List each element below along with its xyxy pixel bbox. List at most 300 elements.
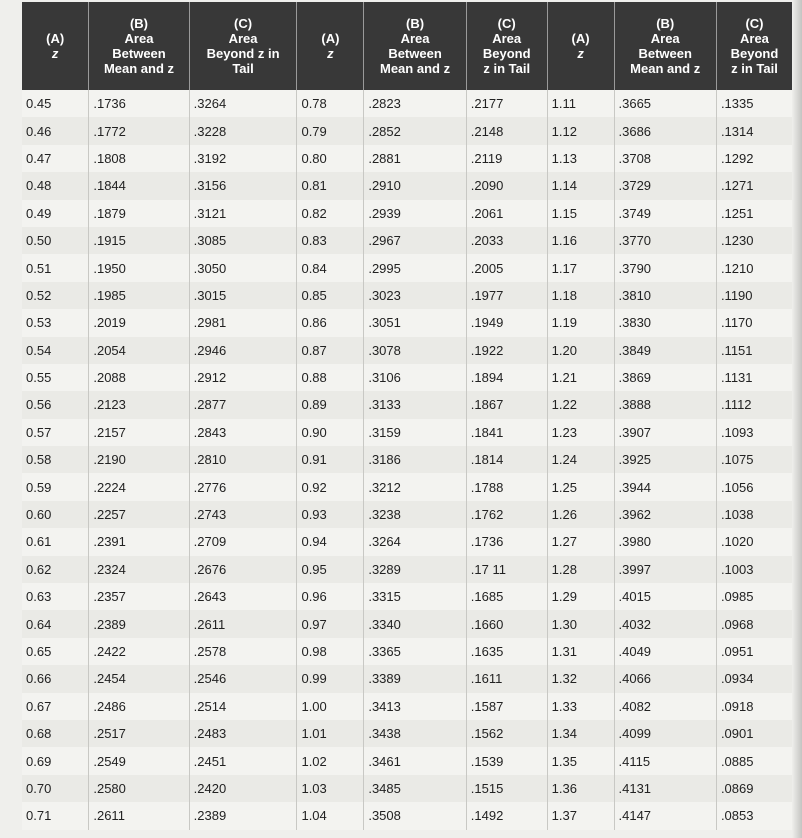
header-label: Area xyxy=(124,31,154,46)
z-value-cell: 0.62 xyxy=(22,556,89,583)
z-value-cell: 0.59 xyxy=(22,473,89,500)
area-mean-to-z-cell: .3485 xyxy=(364,775,466,802)
header-label: Between xyxy=(388,46,442,61)
z-value-cell: 0.87 xyxy=(297,337,364,364)
z-value-cell: 0.49 xyxy=(22,200,89,227)
z-value-cell: 1.32 xyxy=(547,665,614,692)
page-edge-shadow xyxy=(792,0,802,838)
header-label: (C) xyxy=(745,16,764,31)
z-value-cell: 0.68 xyxy=(22,720,89,747)
header-label: Tail xyxy=(232,61,254,76)
z-value-cell: 1.24 xyxy=(547,446,614,473)
area-mean-to-z-cell: .3508 xyxy=(364,802,466,829)
area-mean-to-z-cell: .2123 xyxy=(89,391,189,418)
area-beyond-z-cell: .2578 xyxy=(189,638,297,665)
z-value-cell: 1.36 xyxy=(547,775,614,802)
area-mean-to-z-cell: .2391 xyxy=(89,528,189,555)
table-row xyxy=(22,775,792,802)
area-mean-to-z-cell: .3686 xyxy=(614,117,716,144)
z-table xyxy=(22,2,792,830)
area-mean-to-z-cell: .1985 xyxy=(89,282,189,309)
area-mean-to-z-cell: .2517 xyxy=(89,720,189,747)
area-mean-to-z-cell: .2324 xyxy=(89,556,189,583)
area-beyond-z-cell: .0934 xyxy=(716,665,792,692)
table-row xyxy=(22,364,792,391)
area-beyond-z-cell: .1335 xyxy=(716,90,792,117)
header-label: (B) xyxy=(656,16,675,31)
header-label: (A) xyxy=(321,31,340,46)
z-value-cell: 1.23 xyxy=(547,419,614,446)
area-beyond-z-cell: .3264 xyxy=(189,90,297,117)
area-beyond-z-cell: .0951 xyxy=(716,638,792,665)
area-beyond-z-cell: .2946 xyxy=(189,337,297,364)
area-beyond-z-cell: .0901 xyxy=(716,720,792,747)
area-mean-to-z-cell: .3159 xyxy=(364,419,466,446)
area-beyond-z-cell: .1515 xyxy=(466,775,547,802)
area-beyond-z-cell: .1867 xyxy=(466,391,547,418)
z-value-cell: 0.71 xyxy=(22,802,89,829)
area-beyond-z-cell: .1292 xyxy=(716,145,792,172)
area-beyond-z-cell: .3156 xyxy=(189,172,297,199)
area-beyond-z-cell: .1788 xyxy=(466,473,547,500)
table-row xyxy=(22,638,792,665)
z-value-cell: 0.84 xyxy=(297,254,364,281)
area-beyond-z-cell: .2843 xyxy=(189,419,297,446)
area-mean-to-z-cell: .4147 xyxy=(614,802,716,829)
area-beyond-z-cell: .1210 xyxy=(716,254,792,281)
area-beyond-z-cell: .1736 xyxy=(466,528,547,555)
header-label: (B) xyxy=(129,16,149,31)
area-beyond-z-cell: .1056 xyxy=(716,473,792,500)
area-mean-to-z-cell: .2224 xyxy=(89,473,189,500)
area-beyond-z-cell: .3228 xyxy=(189,117,297,144)
table-row xyxy=(22,473,792,500)
table-row xyxy=(22,172,792,199)
area-beyond-z-cell: .2090 xyxy=(466,172,547,199)
area-mean-to-z-cell: .3849 xyxy=(614,337,716,364)
area-mean-to-z-cell: .3810 xyxy=(614,282,716,309)
area-mean-to-z-cell: .2823 xyxy=(364,90,466,117)
z-value-cell: 1.00 xyxy=(297,693,364,720)
area-mean-to-z-cell: .3980 xyxy=(614,528,716,555)
area-beyond-z-cell: .1977 xyxy=(466,282,547,309)
area-mean-to-z-cell: .3413 xyxy=(364,693,466,720)
area-mean-to-z-cell: .2939 xyxy=(364,200,466,227)
area-mean-to-z-cell: .2190 xyxy=(89,446,189,473)
area-beyond-z-cell: .1894 xyxy=(466,364,547,391)
area-beyond-z-cell: .1762 xyxy=(466,501,547,528)
header-label: Area xyxy=(740,31,769,46)
z-value-cell: 0.98 xyxy=(297,638,364,665)
area-mean-to-z-cell: .3869 xyxy=(614,364,716,391)
area-mean-to-z-cell: .3461 xyxy=(364,747,466,774)
area-beyond-z-cell: .1112 xyxy=(716,391,792,418)
area-mean-to-z-cell: .4099 xyxy=(614,720,716,747)
area-beyond-z-cell: .2810 xyxy=(189,446,297,473)
area-beyond-z-cell: .1020 xyxy=(716,528,792,555)
z-value-cell: 0.55 xyxy=(22,364,89,391)
table-row xyxy=(22,117,792,144)
area-beyond-z-cell: .0968 xyxy=(716,610,792,637)
header-a-2 xyxy=(297,2,364,90)
z-value-cell: 1.04 xyxy=(297,802,364,829)
z-value-cell: 0.61 xyxy=(22,528,89,555)
z-value-cell: 0.99 xyxy=(297,665,364,692)
area-beyond-z-cell: .1922 xyxy=(466,337,547,364)
header-label: (C) xyxy=(234,16,253,31)
header-label: z in Tail xyxy=(483,61,531,76)
area-mean-to-z-cell: .1808 xyxy=(89,145,189,172)
header-label: Beyond xyxy=(730,46,779,61)
header-label: Mean and z xyxy=(103,61,175,76)
area-mean-to-z-cell: .3289 xyxy=(364,556,466,583)
z-value-cell: 0.82 xyxy=(297,200,364,227)
z-value-cell: 0.64 xyxy=(22,610,89,637)
area-beyond-z-cell: .2676 xyxy=(189,556,297,583)
header-label: Area xyxy=(228,31,258,46)
z-value-cell: 0.90 xyxy=(297,419,364,446)
area-beyond-z-cell: .1190 xyxy=(716,282,792,309)
area-beyond-z-cell: .2033 xyxy=(466,227,547,254)
area-mean-to-z-cell: .2486 xyxy=(89,693,189,720)
z-value-cell: 1.34 xyxy=(547,720,614,747)
z-value-cell: 1.31 xyxy=(547,638,614,665)
z-value-cell: 1.37 xyxy=(547,802,614,829)
area-beyond-z-cell: .1611 xyxy=(466,665,547,692)
header-label: (B) xyxy=(406,16,425,31)
area-mean-to-z-cell: .3365 xyxy=(364,638,466,665)
area-mean-to-z-cell: .1844 xyxy=(89,172,189,199)
table-row xyxy=(22,337,792,364)
z-value-cell: 0.93 xyxy=(297,501,364,528)
z-value-cell: 0.79 xyxy=(297,117,364,144)
z-value-cell: 1.30 xyxy=(547,610,614,637)
area-mean-to-z-cell: .4015 xyxy=(614,583,716,610)
table-row xyxy=(22,90,792,117)
table-row xyxy=(22,747,792,774)
area-beyond-z-cell: .2877 xyxy=(189,391,297,418)
z-value-cell: 0.69 xyxy=(22,747,89,774)
area-beyond-z-cell: .2148 xyxy=(466,117,547,144)
z-value-cell: 0.45 xyxy=(22,90,89,117)
area-mean-to-z-cell: .3907 xyxy=(614,419,716,446)
area-beyond-z-cell: .2005 xyxy=(466,254,547,281)
z-value-cell: 0.56 xyxy=(22,391,89,418)
area-beyond-z-cell: .1170 xyxy=(716,309,792,336)
area-mean-to-z-cell: .4049 xyxy=(614,638,716,665)
area-beyond-z-cell: .2776 xyxy=(189,473,297,500)
area-mean-to-z-cell: .4066 xyxy=(614,665,716,692)
z-value-cell: 0.51 xyxy=(22,254,89,281)
area-beyond-z-cell: .1131 xyxy=(716,364,792,391)
header-b-3 xyxy=(614,2,716,90)
area-mean-to-z-cell: .2852 xyxy=(364,117,466,144)
area-mean-to-z-cell: .2549 xyxy=(89,747,189,774)
area-beyond-z-cell: .1271 xyxy=(716,172,792,199)
header-c-1 xyxy=(189,2,297,90)
z-value-cell: 0.65 xyxy=(22,638,89,665)
area-beyond-z-cell: .0853 xyxy=(716,802,792,829)
area-beyond-z-cell: .1230 xyxy=(716,227,792,254)
area-mean-to-z-cell: .2910 xyxy=(364,172,466,199)
area-mean-to-z-cell: .3106 xyxy=(364,364,466,391)
z-value-cell: 0.94 xyxy=(297,528,364,555)
z-value-cell: 1.27 xyxy=(547,528,614,555)
area-beyond-z-cell: .1685 xyxy=(466,583,547,610)
table-row xyxy=(22,802,792,829)
header-a-3 xyxy=(547,2,614,90)
z-value-cell: 1.12 xyxy=(547,117,614,144)
header-label: z xyxy=(327,46,334,61)
area-beyond-z-cell: .3050 xyxy=(189,254,297,281)
area-beyond-z-cell: .1949 xyxy=(466,309,547,336)
area-beyond-z-cell: .2514 xyxy=(189,693,297,720)
area-mean-to-z-cell: .1736 xyxy=(89,90,189,117)
z-value-cell: 1.21 xyxy=(547,364,614,391)
area-mean-to-z-cell: .2611 xyxy=(89,802,189,829)
z-value-cell: 0.70 xyxy=(22,775,89,802)
z-value-cell: 1.26 xyxy=(547,501,614,528)
header-label: Area xyxy=(492,31,522,46)
table-row xyxy=(22,282,792,309)
area-beyond-z-cell: .2709 xyxy=(189,528,297,555)
area-mean-to-z-cell: .2881 xyxy=(364,145,466,172)
header-label: z in Tail xyxy=(731,61,778,76)
header-label: Area xyxy=(400,31,430,46)
area-mean-to-z-cell: .3888 xyxy=(614,391,716,418)
area-beyond-z-cell: .1492 xyxy=(466,802,547,829)
area-mean-to-z-cell: .2454 xyxy=(89,665,189,692)
area-beyond-z-cell: .0918 xyxy=(716,693,792,720)
area-mean-to-z-cell: .4032 xyxy=(614,610,716,637)
header-label: (A) xyxy=(46,31,65,46)
area-mean-to-z-cell: .3925 xyxy=(614,446,716,473)
z-value-cell: 0.53 xyxy=(22,309,89,336)
z-value-cell: 0.91 xyxy=(297,446,364,473)
header-row xyxy=(22,2,792,90)
table-row xyxy=(22,501,792,528)
z-value-cell: 1.13 xyxy=(547,145,614,172)
area-beyond-z-cell: .3121 xyxy=(189,200,297,227)
area-beyond-z-cell: .2611 xyxy=(189,610,297,637)
table-row xyxy=(22,665,792,692)
z-value-cell: 0.89 xyxy=(297,391,364,418)
area-mean-to-z-cell: .3729 xyxy=(614,172,716,199)
area-beyond-z-cell: .3085 xyxy=(189,227,297,254)
area-beyond-z-cell: .0985 xyxy=(716,583,792,610)
area-beyond-z-cell: .1562 xyxy=(466,720,547,747)
header-label: Beyond xyxy=(482,46,531,61)
area-mean-to-z-cell: .2357 xyxy=(89,583,189,610)
area-beyond-z-cell: .1314 xyxy=(716,117,792,144)
z-value-cell: 0.92 xyxy=(297,473,364,500)
z-value-cell: 1.33 xyxy=(547,693,614,720)
table-row xyxy=(22,528,792,555)
header-c-3 xyxy=(716,2,792,90)
header-b-1 xyxy=(89,2,189,90)
area-beyond-z-cell: .1075 xyxy=(716,446,792,473)
area-mean-to-z-cell: .3438 xyxy=(364,720,466,747)
z-value-cell: 0.97 xyxy=(297,610,364,637)
table-row xyxy=(22,419,792,446)
z-value-cell: 0.78 xyxy=(297,90,364,117)
header-b-2 xyxy=(364,2,466,90)
area-mean-to-z-cell: .1772 xyxy=(89,117,189,144)
area-beyond-z-cell: .1539 xyxy=(466,747,547,774)
table-row xyxy=(22,556,792,583)
area-mean-to-z-cell: .3212 xyxy=(364,473,466,500)
area-mean-to-z-cell: .2967 xyxy=(364,227,466,254)
z-value-cell: 1.35 xyxy=(547,747,614,774)
area-mean-to-z-cell: .2157 xyxy=(89,419,189,446)
z-value-cell: 0.63 xyxy=(22,583,89,610)
z-value-cell: 1.15 xyxy=(547,200,614,227)
area-mean-to-z-cell: .3315 xyxy=(364,583,466,610)
z-value-cell: 1.17 xyxy=(547,254,614,281)
area-beyond-z-cell: .1093 xyxy=(716,419,792,446)
area-mean-to-z-cell: .2580 xyxy=(89,775,189,802)
area-mean-to-z-cell: .3340 xyxy=(364,610,466,637)
z-value-cell: 0.81 xyxy=(297,172,364,199)
z-value-cell: 1.22 xyxy=(547,391,614,418)
area-beyond-z-cell: .2177 xyxy=(466,90,547,117)
z-value-cell: 0.86 xyxy=(297,309,364,336)
area-mean-to-z-cell: .3665 xyxy=(614,90,716,117)
area-beyond-z-cell: .3192 xyxy=(189,145,297,172)
area-mean-to-z-cell: .4082 xyxy=(614,693,716,720)
z-value-cell: 1.01 xyxy=(297,720,364,747)
z-value-cell: 1.14 xyxy=(547,172,614,199)
table-row xyxy=(22,720,792,747)
area-beyond-z-cell: .1038 xyxy=(716,501,792,528)
area-mean-to-z-cell: .3830 xyxy=(614,309,716,336)
area-beyond-z-cell: .2061 xyxy=(466,200,547,227)
area-beyond-z-cell: .2389 xyxy=(189,802,297,829)
z-value-cell: 0.58 xyxy=(22,446,89,473)
area-mean-to-z-cell: .3264 xyxy=(364,528,466,555)
z-value-cell: 0.57 xyxy=(22,419,89,446)
z-value-cell: 1.20 xyxy=(547,337,614,364)
z-value-cell: 1.28 xyxy=(547,556,614,583)
header-label: Mean and z xyxy=(380,61,451,76)
z-value-cell: 1.29 xyxy=(547,583,614,610)
header-c-2 xyxy=(466,2,547,90)
area-beyond-z-cell: .2119 xyxy=(466,145,547,172)
z-value-cell: 0.50 xyxy=(22,227,89,254)
area-beyond-z-cell: .1003 xyxy=(716,556,792,583)
z-value-cell: 1.11 xyxy=(547,90,614,117)
area-mean-to-z-cell: .2257 xyxy=(89,501,189,528)
z-value-cell: 0.54 xyxy=(22,337,89,364)
area-beyond-z-cell: .2546 xyxy=(189,665,297,692)
area-mean-to-z-cell: .2422 xyxy=(89,638,189,665)
area-mean-to-z-cell: .2088 xyxy=(89,364,189,391)
z-value-cell: 0.67 xyxy=(22,693,89,720)
area-mean-to-z-cell: .2995 xyxy=(364,254,466,281)
area-beyond-z-cell: .1814 xyxy=(466,446,547,473)
table-row xyxy=(22,309,792,336)
area-beyond-z-cell: .2483 xyxy=(189,720,297,747)
area-mean-to-z-cell: .1915 xyxy=(89,227,189,254)
header-label: z xyxy=(51,46,59,61)
area-mean-to-z-cell: .2019 xyxy=(89,309,189,336)
area-mean-to-z-cell: .4115 xyxy=(614,747,716,774)
z-value-cell: 0.88 xyxy=(297,364,364,391)
area-beyond-z-cell: .17 11 xyxy=(466,556,547,583)
area-beyond-z-cell: .1251 xyxy=(716,200,792,227)
area-mean-to-z-cell: .3186 xyxy=(364,446,466,473)
z-value-cell: 1.03 xyxy=(297,775,364,802)
z-value-cell: 1.02 xyxy=(297,747,364,774)
header-a-1 xyxy=(22,2,89,90)
area-beyond-z-cell: .1635 xyxy=(466,638,547,665)
header-label: (C) xyxy=(497,16,516,31)
area-mean-to-z-cell: .3790 xyxy=(614,254,716,281)
area-beyond-z-cell: .0869 xyxy=(716,775,792,802)
header-label: Mean and z xyxy=(630,61,701,76)
header-label: Between xyxy=(638,46,692,61)
z-value-cell: 0.60 xyxy=(22,501,89,528)
header-label: z xyxy=(577,46,584,61)
z-value-cell: 0.96 xyxy=(297,583,364,610)
z-value-cell: 1.16 xyxy=(547,227,614,254)
area-beyond-z-cell: .2912 xyxy=(189,364,297,391)
table-row xyxy=(22,693,792,720)
table-row xyxy=(22,391,792,418)
header-label: (A) xyxy=(571,31,590,46)
z-value-cell: 0.95 xyxy=(297,556,364,583)
table-row xyxy=(22,200,792,227)
area-mean-to-z-cell: .3078 xyxy=(364,337,466,364)
z-value-cell: 0.83 xyxy=(297,227,364,254)
area-mean-to-z-cell: .3749 xyxy=(614,200,716,227)
header-label: Area xyxy=(650,31,680,46)
area-beyond-z-cell: .1587 xyxy=(466,693,547,720)
area-mean-to-z-cell: .3962 xyxy=(614,501,716,528)
z-value-cell: 0.85 xyxy=(297,282,364,309)
area-mean-to-z-cell: .3770 xyxy=(614,227,716,254)
area-mean-to-z-cell: .3238 xyxy=(364,501,466,528)
area-beyond-z-cell: .2420 xyxy=(189,775,297,802)
table-row xyxy=(22,145,792,172)
z-value-cell: 0.80 xyxy=(297,145,364,172)
area-mean-to-z-cell: .1879 xyxy=(89,200,189,227)
area-beyond-z-cell: .3015 xyxy=(189,282,297,309)
area-mean-to-z-cell: .3944 xyxy=(614,473,716,500)
table-body xyxy=(22,90,792,830)
area-mean-to-z-cell: .3708 xyxy=(614,145,716,172)
table-row xyxy=(22,446,792,473)
area-mean-to-z-cell: .3133 xyxy=(364,391,466,418)
area-beyond-z-cell: .2981 xyxy=(189,309,297,336)
area-mean-to-z-cell: .4131 xyxy=(614,775,716,802)
area-mean-to-z-cell: .2054 xyxy=(89,337,189,364)
z-value-cell: 1.25 xyxy=(547,473,614,500)
z-value-cell: 0.48 xyxy=(22,172,89,199)
area-beyond-z-cell: .2743 xyxy=(189,501,297,528)
area-beyond-z-cell: .2643 xyxy=(189,583,297,610)
table-row xyxy=(22,610,792,637)
header-label: Between xyxy=(112,46,166,61)
area-beyond-z-cell: .0885 xyxy=(716,747,792,774)
area-beyond-z-cell: .1151 xyxy=(716,337,792,364)
z-value-cell: 0.52 xyxy=(22,282,89,309)
z-value-cell: 0.66 xyxy=(22,665,89,692)
area-mean-to-z-cell: .1950 xyxy=(89,254,189,281)
area-mean-to-z-cell: .2389 xyxy=(89,610,189,637)
z-value-cell: 1.19 xyxy=(547,309,614,336)
area-beyond-z-cell: .1660 xyxy=(466,610,547,637)
